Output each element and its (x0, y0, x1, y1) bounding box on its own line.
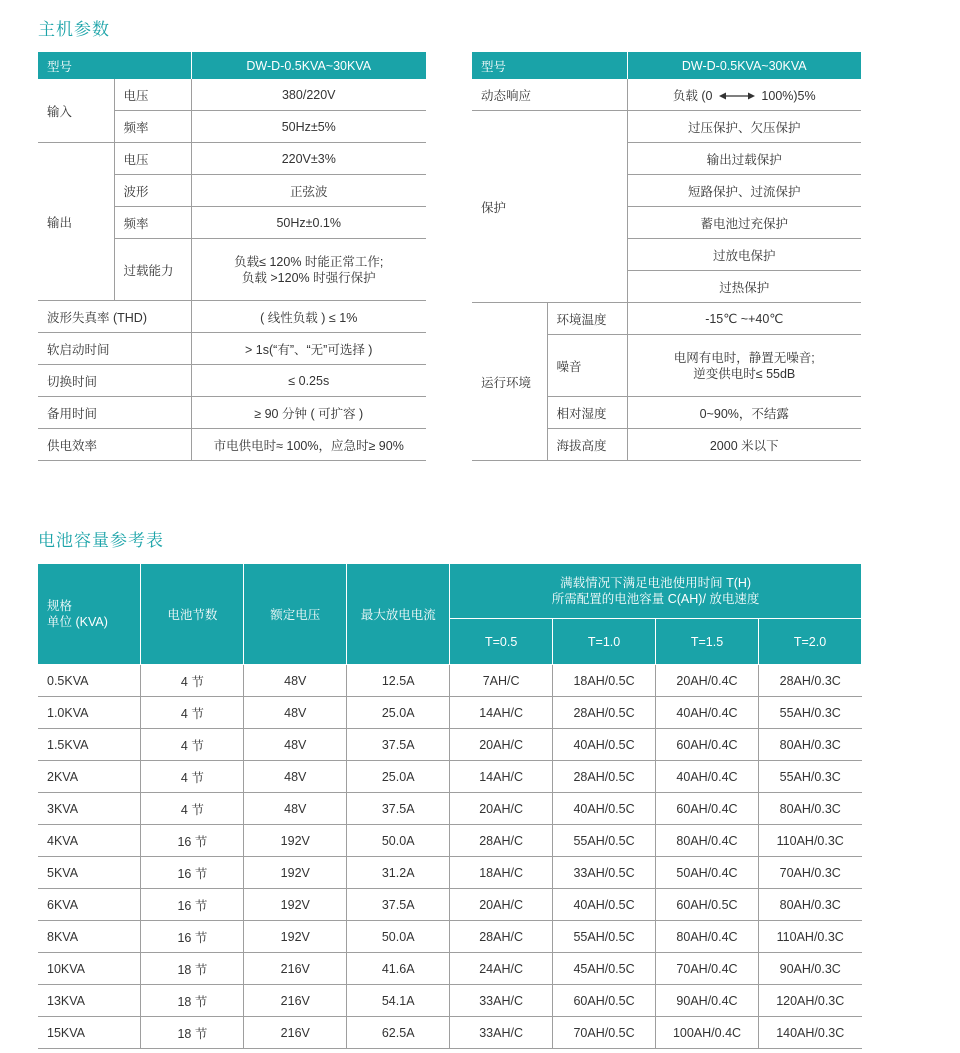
protection-item: 输出过载保护 (627, 143, 861, 175)
table-cell: 28AH/C (450, 921, 553, 953)
table-cell: 37.5A (347, 729, 450, 761)
table-row (38, 953, 862, 985)
row-name: 供电效率 (38, 429, 191, 461)
table-cell: 20AH/0.4C (656, 665, 759, 697)
table-cell: 1.5KVA (38, 729, 141, 761)
table-row (38, 397, 426, 429)
protection-item: 过放电保护 (627, 239, 861, 271)
table-cell: 33AH/C (450, 1017, 553, 1049)
table-cell: 192V (244, 857, 347, 889)
table-header-row (472, 52, 861, 79)
table-cell: 55AH/0.3C (758, 697, 861, 729)
table-cell: 16 节 (141, 921, 244, 953)
row-name: 频率 (114, 111, 191, 143)
input-label: 输入 (38, 79, 114, 143)
table-row (38, 1017, 862, 1049)
table-cell: 14AH/C (450, 697, 553, 729)
table-cell: 140AH/0.3C (758, 1017, 861, 1049)
row-value: 市电供电时≈ 100%，应急时≥ 90% (191, 429, 426, 461)
table-cell: 55AH/0.5C (553, 921, 656, 953)
row-name: 电压 (114, 143, 191, 175)
protection-item: 过压保护、欠压保护 (627, 111, 861, 143)
table-cell: 12.5A (347, 665, 450, 697)
row-name: 软启动时间 (38, 333, 191, 365)
table-cell: 80AH/0.3C (758, 729, 861, 761)
table-cell: 48V (244, 793, 347, 825)
table-cell: 2KVA (38, 761, 141, 793)
table-cell: 4 节 (141, 793, 244, 825)
row-name: 备用时间 (38, 397, 191, 429)
table-cell: 4 节 (141, 697, 244, 729)
table-cell: 40AH/0.5C (553, 889, 656, 921)
table-cell: 7AH/C (450, 665, 553, 697)
table-cell: 50.0A (347, 921, 450, 953)
double-arrow-icon (719, 89, 755, 103)
header-line: 规格 (47, 599, 73, 613)
protection-item: 蓄电池过充保护 (627, 207, 861, 239)
table-row (38, 333, 426, 365)
table-cell: 48V (244, 697, 347, 729)
row-value: 2000 米以下 (627, 429, 861, 461)
table-cell: 50AH/0.4C (656, 857, 759, 889)
cells-header: 电池节数 (141, 564, 244, 665)
table-row (38, 793, 862, 825)
table-row (38, 143, 426, 175)
table-cell: 192V (244, 825, 347, 857)
table-cell: 3KVA (38, 793, 141, 825)
protection-item: 短路保护、过流保护 (627, 175, 861, 207)
table-cell: 40AH/0.4C (656, 697, 759, 729)
table-cell: 18AH/0.5C (553, 665, 656, 697)
row-name: 过载能力 (114, 239, 191, 301)
table-row (38, 729, 862, 761)
value-line: 负载 >120% 时强行保护 (241, 270, 376, 285)
value-line: 负载≤ 120% 时能正常工作; (234, 254, 384, 269)
t-col-header: T=2.0 (758, 619, 861, 665)
voltage-header: 额定电压 (244, 564, 347, 665)
table-cell: 25.0A (347, 697, 450, 729)
table-row (38, 697, 862, 729)
table-cell: 13KVA (38, 985, 141, 1017)
table-cell: 33AH/0.5C (553, 857, 656, 889)
table-cell: 110AH/0.3C (758, 825, 861, 857)
table-cell: 48V (244, 665, 347, 697)
table-cell: 48V (244, 729, 347, 761)
table-cell: 45AH/0.5C (553, 953, 656, 985)
table-cell: 55AH/0.3C (758, 761, 861, 793)
table-cell: 54.1A (347, 985, 450, 1017)
table-cell: 20AH/C (450, 729, 553, 761)
table-cell: 24AH/C (450, 953, 553, 985)
host-params-left-table (38, 52, 426, 461)
row-value: 0~90%，不结露 (627, 397, 861, 429)
table-cell: 37.5A (347, 793, 450, 825)
table-header-row (38, 52, 426, 79)
group-header (450, 564, 862, 619)
table-cell: 48V (244, 761, 347, 793)
spec-header (38, 564, 141, 665)
battery-capacity-table (38, 563, 862, 1049)
table-row (38, 365, 426, 397)
model-label: 型号 (472, 52, 627, 79)
table-cell: 80AH/0.4C (656, 921, 759, 953)
row-name: 波形 (114, 175, 191, 207)
table-cell: 41.6A (347, 953, 450, 985)
table-row (38, 985, 862, 1017)
table-cell: 28AH/0.5C (553, 761, 656, 793)
table-cell: 70AH/0.3C (758, 857, 861, 889)
protection-label: 保护 (472, 111, 627, 303)
table-cell: 37.5A (347, 889, 450, 921)
row-name: 频率 (114, 207, 191, 239)
table-cell: 28AH/0.5C (553, 697, 656, 729)
table-cell: 18AH/C (450, 857, 553, 889)
output-label: 输出 (38, 143, 114, 301)
table-row (472, 303, 861, 335)
row-name: 环境温度 (547, 303, 627, 335)
table-cell: 18 节 (141, 1017, 244, 1049)
table-cell: 60AH/0.5C (553, 985, 656, 1017)
battery-table-title: 电池容量参考表 (38, 531, 164, 550)
table-cell: 62.5A (347, 1017, 450, 1049)
table-row (38, 921, 862, 953)
table-cell: 80AH/0.4C (656, 825, 759, 857)
table-cell: 60AH/0.4C (656, 729, 759, 761)
host-params-title: 主机参数 (38, 20, 110, 39)
table-cell: 20AH/C (450, 793, 553, 825)
table-cell: 120AH/0.3C (758, 985, 861, 1017)
table-cell: 8KVA (38, 921, 141, 953)
table-cell: 40AH/0.5C (553, 729, 656, 761)
table-cell: 216V (244, 1017, 347, 1049)
table-cell: 100AH/0.4C (656, 1017, 759, 1049)
max-current-header: 最大放电电流 (347, 564, 450, 665)
model-value: DW-D-0.5KVA~30KVA (191, 52, 426, 79)
table-cell: 5KVA (38, 857, 141, 889)
t-col-header: T=1.5 (656, 619, 759, 665)
host-params-right-table (472, 52, 861, 461)
row-name: 相对湿度 (547, 397, 627, 429)
row-name: 海拔高度 (547, 429, 627, 461)
table-row (38, 665, 862, 697)
table-cell: 55AH/0.5C (553, 825, 656, 857)
table-cell: 4 节 (141, 729, 244, 761)
table-cell: 20AH/C (450, 889, 553, 921)
table-cell: 60AH/0.5C (656, 889, 759, 921)
row-value (191, 239, 426, 301)
row-value (627, 79, 861, 111)
table-cell: 31.2A (347, 857, 450, 889)
table-cell: 80AH/0.3C (758, 793, 861, 825)
table-row (38, 889, 862, 921)
table-cell: 40AH/0.4C (656, 761, 759, 793)
table-cell: 70AH/0.4C (656, 953, 759, 985)
header-line: 满载情况下满足电池使用时间 T(H) (560, 576, 752, 590)
table-cell: 25.0A (347, 761, 450, 793)
table-row (38, 761, 862, 793)
row-name: 噪音 (547, 335, 627, 397)
table-cell: 1.0KVA (38, 697, 141, 729)
row-name: 波形失真率 (THD) (38, 301, 191, 333)
row-value: 正弦波 (191, 175, 426, 207)
table-cell: 14AH/C (450, 761, 553, 793)
table-row (38, 79, 426, 111)
t-col-header: T=1.0 (553, 619, 656, 665)
row-value (627, 335, 861, 397)
battery-table-body (38, 665, 862, 1049)
table-header-row (38, 564, 862, 619)
table-cell: 60AH/0.4C (656, 793, 759, 825)
row-value: ( 线性负载 ) ≤ 1% (191, 301, 426, 333)
table-cell: 216V (244, 953, 347, 985)
value-suffix: 100%)5% (761, 88, 816, 103)
row-value: 220V±3% (191, 143, 426, 175)
table-cell: 110AH/0.3C (758, 921, 861, 953)
table-cell: 10KVA (38, 953, 141, 985)
table-cell: 4 节 (141, 761, 244, 793)
header-line: 所需配置的电池容量 C(AH)/ 放电速度 (551, 592, 760, 606)
table-cell: 90AH/0.3C (758, 953, 861, 985)
model-label: 型号 (38, 52, 191, 79)
table-cell: 4KVA (38, 825, 141, 857)
table-cell: 15KVA (38, 1017, 141, 1049)
table-cell: 70AH/0.5C (553, 1017, 656, 1049)
table-cell: 0.5KVA (38, 665, 141, 697)
value-line: 逆变供电时≤ 55dB (693, 366, 796, 381)
value-prefix: 负载 (0 (672, 88, 713, 103)
table-cell: 28AH/0.3C (758, 665, 861, 697)
table-row (38, 825, 862, 857)
table-cell: 50.0A (347, 825, 450, 857)
table-cell: 80AH/0.3C (758, 889, 861, 921)
row-value: ≥ 90 分钟 ( 可扩容 ) (191, 397, 426, 429)
table-row (38, 429, 426, 461)
table-cell: 16 节 (141, 857, 244, 889)
row-value: 380/220V (191, 79, 426, 111)
table-row (38, 857, 862, 889)
t-col-header: T=0.5 (450, 619, 553, 665)
header-line: 单位 (KVA) (47, 615, 108, 629)
table-row (472, 79, 861, 111)
table-cell: 18 节 (141, 953, 244, 985)
value-line: 电网有电时，静置无噪音; (673, 350, 815, 365)
protection-item: 过热保护 (627, 271, 861, 303)
row-name: 动态响应 (472, 79, 627, 111)
row-value: -15℃ ~+40℃ (627, 303, 861, 335)
row-value: 50Hz±5% (191, 111, 426, 143)
table-cell: 40AH/0.5C (553, 793, 656, 825)
table-cell: 28AH/C (450, 825, 553, 857)
table-cell: 216V (244, 985, 347, 1017)
row-value: > 1s(“有”、“无”可选择 ) (191, 333, 426, 365)
table-cell: 16 节 (141, 889, 244, 921)
table-cell: 192V (244, 889, 347, 921)
table-cell: 4 节 (141, 665, 244, 697)
table-cell: 6KVA (38, 889, 141, 921)
table-cell: 16 节 (141, 825, 244, 857)
table-row (38, 301, 426, 333)
table-cell: 33AH/C (450, 985, 553, 1017)
row-value: ≤ 0.25s (191, 365, 426, 397)
environment-label: 运行环境 (472, 303, 547, 461)
table-cell: 192V (244, 921, 347, 953)
table-cell: 18 节 (141, 985, 244, 1017)
row-value: 50Hz±0.1% (191, 207, 426, 239)
table-cell: 90AH/0.4C (656, 985, 759, 1017)
row-name: 切换时间 (38, 365, 191, 397)
table-row (472, 111, 861, 143)
model-value: DW-D-0.5KVA~30KVA (627, 52, 861, 79)
row-name: 电压 (114, 79, 191, 111)
